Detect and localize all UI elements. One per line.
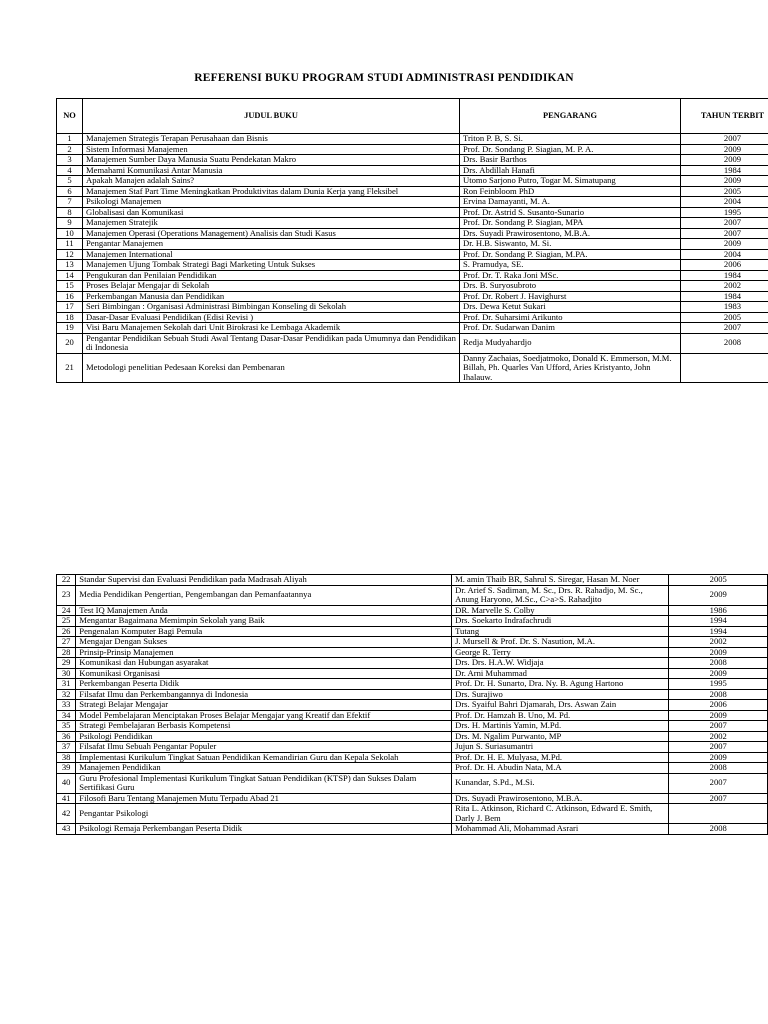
book-title: Media Pendidikan Pengertian, Pengembangan dan Pemanfaatannya (76, 585, 452, 605)
row-number: 6 (57, 186, 83, 197)
publish-year: 2005 (681, 312, 768, 323)
row-number: 28 (57, 647, 76, 658)
table-row (57, 260, 768, 271)
book-author: Drs. Basir Barthos (460, 155, 681, 166)
table-row (57, 637, 768, 648)
row-number: 32 (57, 689, 76, 700)
row-number: 25 (57, 616, 76, 627)
book-author: Drs. Suyadi Prawirosentono, M.B.A. (460, 228, 681, 239)
book-title: Pengenalan Komputer Bagi Pemula (76, 626, 452, 637)
publish-year: 2002 (669, 731, 768, 742)
book-title: Strategi Pembelajaran Berbasis Kompetensi (76, 721, 452, 732)
table-1-body (57, 134, 768, 383)
publish-year: 1995 (669, 679, 768, 690)
book-title: Mengajar Dengan Sukses (76, 637, 452, 648)
row-number: 35 (57, 721, 76, 732)
book-author: Redja Mudyahardjo (460, 333, 681, 353)
publish-year (681, 353, 768, 383)
publish-year: 2009 (681, 176, 768, 187)
book-author: Drs. M. Ngalim Purwanto, MP (452, 731, 669, 742)
book-title: Dasar-Dasar Evaluasi Pendidikan (Edisi Revisi ) (83, 312, 460, 323)
publish-year: 2008 (669, 763, 768, 774)
book-author: Prof. Dr. H. Sunarto, Dra. Ny. B. Agung Hartono (452, 679, 669, 690)
book-title: Test IQ Manajemen Anda (76, 605, 452, 616)
publish-year: 1984 (681, 165, 768, 176)
row-number: 3 (57, 155, 83, 166)
book-title: Globalisasi dan Komunikasi (83, 207, 460, 218)
book-title: Pengukuran dan Penilaian Pendidikan (83, 270, 460, 281)
book-author: Triton P. B, S. Si. (460, 134, 681, 145)
row-number: 42 (57, 804, 76, 824)
table-row (57, 742, 768, 753)
table-row (57, 144, 768, 155)
table-row (57, 605, 768, 616)
book-author: Prof. Dr. H. E. Mulyasa, M.Pd. (452, 752, 669, 763)
publish-year (669, 804, 768, 824)
row-number: 43 (57, 824, 76, 835)
book-title: Filsafat Ilmu Sebuah Pengantar Populer (76, 742, 452, 753)
book-author: Drs. Suyadi Prawirosentono, M.B.A. (452, 793, 669, 804)
book-title: Manajemen Stratejik (83, 218, 460, 229)
row-number: 14 (57, 270, 83, 281)
row-number: 17 (57, 302, 83, 313)
publish-year: 2008 (669, 658, 768, 669)
book-author: Prof. Dr. Sondang P. Siagian, M.PA. (460, 249, 681, 260)
table-row (57, 353, 768, 383)
publish-year: 2007 (669, 721, 768, 732)
table-row (57, 207, 768, 218)
publish-year: 2007 (669, 773, 768, 793)
publish-year: 2009 (681, 144, 768, 155)
table-row (57, 155, 768, 166)
publish-year: 2008 (681, 333, 768, 353)
publish-year: 2009 (681, 239, 768, 250)
book-author: Drs. Drs. H.A.W. Widjaja (452, 658, 669, 669)
book-author: Rita L. Atkinson, Richard C. Atkinson, Edward E. Smith, Darly J. Bem (452, 804, 669, 824)
book-title: Psikologi Pendidikan (76, 731, 452, 742)
publish-year: 2005 (669, 575, 768, 586)
publish-year: 1994 (669, 616, 768, 627)
table-2-body (57, 575, 768, 835)
book-title: Model Pembelajaran Menciptakan Proses Belajar Mengajar yang Kreatif dan Efektif (76, 710, 452, 721)
row-number: 27 (57, 637, 76, 648)
book-author: Drs. Surajiwo (452, 689, 669, 700)
table-row (57, 333, 768, 353)
book-author: Danny Zachaias, Soedjatmoko, Donald K. Emmerson, M.M. Billah, Ph. Quarles Van Ufford, Aries Kristyanto, John Ihalauw. (460, 353, 681, 383)
header-no: NO (57, 99, 83, 134)
publish-year: 2007 (681, 218, 768, 229)
table-row (57, 228, 768, 239)
book-title: Standar Supervisi dan Evaluasi Pendidikan pada Madrasah Aliyah (76, 575, 452, 586)
row-number: 20 (57, 333, 83, 353)
publish-year: 2002 (669, 637, 768, 648)
book-author: Prof. Dr. Sondang P. Siagian, MPA (460, 218, 681, 229)
book-title: Komunikasi dan Hubungan asyarakat (76, 658, 452, 669)
row-number: 11 (57, 239, 83, 250)
table-row (57, 710, 768, 721)
table-header-row (57, 99, 768, 134)
book-author: Prof. Dr. Robert J. Havighurst (460, 291, 681, 302)
book-author: Dr. H.B. Siswanto, M. Si. (460, 239, 681, 250)
book-title: Filsafat Ilmu dan Perkembangannya di Indonesia (76, 689, 452, 700)
book-author: Drs. H. Martinis Yamin, M.Pd. (452, 721, 669, 732)
row-number: 21 (57, 353, 83, 383)
table-row (57, 281, 768, 292)
table-row (57, 658, 768, 669)
publish-year: 2007 (681, 228, 768, 239)
row-number: 8 (57, 207, 83, 218)
header-title: JUDUL BUKU (83, 99, 460, 134)
table-row (57, 323, 768, 334)
publish-year: 2005 (681, 186, 768, 197)
book-author: George R. Terry (452, 647, 669, 658)
row-number: 2 (57, 144, 83, 155)
row-number: 9 (57, 218, 83, 229)
table-row (57, 626, 768, 637)
row-number: 19 (57, 323, 83, 334)
table-row (57, 302, 768, 313)
book-author: Mohammad Ali, Mohammad Asrari (452, 824, 669, 835)
row-number: 16 (57, 291, 83, 302)
book-title: Pengantar Pendidikan Sebuah Studi Awal Tentang Dasar-Dasar Pendidikan pada Umumnya dan Pendidikan di Indonesia (83, 333, 460, 353)
publish-year: 1986 (669, 605, 768, 616)
publish-year: 2004 (681, 197, 768, 208)
row-number: 24 (57, 605, 76, 616)
table-row (57, 270, 768, 281)
publish-year: 2006 (681, 260, 768, 271)
book-author: Drs. Abdillah Hanafi (460, 165, 681, 176)
publish-year: 2009 (669, 647, 768, 658)
publish-year: 1984 (681, 270, 768, 281)
table-row (57, 647, 768, 658)
row-number: 7 (57, 197, 83, 208)
publish-year: 1984 (681, 291, 768, 302)
book-title: Manajemen Ujung Tombak Strategi Bagi Marketing Untuk Sukses (83, 260, 460, 271)
publish-year: 2002 (681, 281, 768, 292)
book-title: Manajemen Operasi (Operations Management) Analisis dan Studi Kasus (83, 228, 460, 239)
book-author: Dr. Arief S. Sadiman, M. Sc., Drs. R. Rahadjo, M. Sc., Anung Haryono, M.Sc., C>a>S. Rahadjito (452, 585, 669, 605)
publish-year: 2007 (681, 323, 768, 334)
table-row (57, 668, 768, 679)
book-author: Prof. Dr. Sudarwan Danim (460, 323, 681, 334)
table-row (57, 134, 768, 145)
book-author: Prof. Dr. Astrid S. Susanto-Sunario (460, 207, 681, 218)
book-title: Strategi Belajar Mengajar (76, 700, 452, 711)
row-number: 34 (57, 710, 76, 721)
book-title: Mengantar Bagaimana Memimpin Sekolah yang Baik (76, 616, 452, 627)
book-author: Prof. Dr. Hamzah B. Uno, M. Pd. (452, 710, 669, 721)
publish-year: 2009 (669, 752, 768, 763)
row-number: 12 (57, 249, 83, 260)
book-author: Drs. Dewa Ketut Sukari (460, 302, 681, 313)
table-row (57, 616, 768, 627)
publish-year: 2004 (681, 249, 768, 260)
table-row (57, 575, 768, 586)
book-author: Drs. B. Suryosubroto (460, 281, 681, 292)
reference-table-2 (56, 574, 768, 835)
book-title: Pengantar Manajemen (83, 239, 460, 250)
row-number: 13 (57, 260, 83, 271)
row-number: 39 (57, 763, 76, 774)
row-number: 31 (57, 679, 76, 690)
book-author: Ron Feinbloom PhD (460, 186, 681, 197)
row-number: 26 (57, 626, 76, 637)
publish-year: 1994 (669, 626, 768, 637)
book-author: Jujun S. Suriasumantri (452, 742, 669, 753)
book-title: Perkembangan Manusia dan Pendidikan (83, 291, 460, 302)
header-year: TAHUN TERBIT (681, 99, 768, 134)
book-title: Manajemen Staf Part Time Meningkatkan Produktivitas dalam Dunia Kerja yang Fleksibel (83, 186, 460, 197)
book-title: Filosofi Baru Tentang Manajemen Mutu Terpadu Abad 21 (76, 793, 452, 804)
table-row (57, 249, 768, 260)
book-title: Pengantar Psikologi (76, 804, 452, 824)
book-title: Prinsip-Prinsip Manajemen (76, 647, 452, 658)
header-author: PENGARANG (460, 99, 681, 134)
book-author: Prof. Dr. H. Abudin Nata, M.A (452, 763, 669, 774)
book-author: Prof. Dr. Suharsimi Arikunto (460, 312, 681, 323)
table-row (57, 186, 768, 197)
row-number: 33 (57, 700, 76, 711)
publish-year: 1983 (681, 302, 768, 313)
table-row (57, 763, 768, 774)
reference-table-1 (56, 98, 768, 383)
table-row (57, 291, 768, 302)
book-title: Manajemen Sumber Daya Manusia Suatu Pendekatan Makro (83, 155, 460, 166)
publish-year: 2009 (669, 710, 768, 721)
book-title: Apakah Manajen adalah Sains? (83, 176, 460, 187)
table-row (57, 793, 768, 804)
publish-year: 2007 (669, 793, 768, 804)
book-title: Implementasi Kurikulum Tingkat Satuan Pendidikan Kemandirian Guru dan Kepala Sekolah (76, 752, 452, 763)
book-author: Prof. Dr. Sondang P. Siagian, M. P. A. (460, 144, 681, 155)
book-title: Psikologi Manajemen (83, 197, 460, 208)
row-number: 30 (57, 668, 76, 679)
table-row (57, 679, 768, 690)
row-number: 37 (57, 742, 76, 753)
table-row (57, 165, 768, 176)
book-author: Prof. Dr. T. Raka Joni MSc. (460, 270, 681, 281)
table-row (57, 752, 768, 763)
book-author: Utomo Sarjono Putro, Togar M. Simatupang (460, 176, 681, 187)
book-title: Psikologi Remaja Perkembangan Peserta Didik (76, 824, 452, 835)
book-title: Seri Bimbingan : Organisasi Administrasi Bimbingan Konseling di Sekolah (83, 302, 460, 313)
row-number: 1 (57, 134, 83, 145)
publish-year: 2008 (669, 824, 768, 835)
table-row (57, 773, 768, 793)
book-title: Visi Baru Manajemen Sekolah dari Unit Birokrasi ke Lembaga Akademik (83, 323, 460, 334)
row-number: 18 (57, 312, 83, 323)
table-row (57, 700, 768, 711)
table-row (57, 804, 768, 824)
row-number: 23 (57, 585, 76, 605)
table-row (57, 176, 768, 187)
book-author: J. Mursell & Prof. Dr. S. Nasution, M.A. (452, 637, 669, 648)
publish-year: 2009 (669, 668, 768, 679)
row-number: 4 (57, 165, 83, 176)
publish-year: 2009 (669, 585, 768, 605)
table-row (57, 312, 768, 323)
publish-year: 2009 (681, 155, 768, 166)
page-title: REFERENSI BUKU PROGRAM STUDI ADMINISTRASI PENDIDIKAN (194, 72, 574, 84)
row-number: 40 (57, 773, 76, 793)
table-row (57, 689, 768, 700)
table-row (57, 721, 768, 732)
publish-year: 2007 (669, 742, 768, 753)
publish-year: 2006 (669, 700, 768, 711)
book-title: Memahami Komunikasi Antar Manusia (83, 165, 460, 176)
row-number: 36 (57, 731, 76, 742)
book-title: Perkembangan Peserta Didik (76, 679, 452, 690)
book-title: Metodologi penelitian Pedesaan Koreksi dan Pembenaran (83, 353, 460, 383)
row-number: 29 (57, 658, 76, 669)
table-row (57, 731, 768, 742)
book-author: Drs. Soekarto Indrafachrudi (452, 616, 669, 627)
book-title: Proses Belajar Mengajar di Sekolah (83, 281, 460, 292)
row-number: 5 (57, 176, 83, 187)
row-number: 10 (57, 228, 83, 239)
book-author: Tutang (452, 626, 669, 637)
table-row (57, 585, 768, 605)
book-author: Ervina Damayanti, M. A. (460, 197, 681, 208)
row-number: 38 (57, 752, 76, 763)
book-title: Manajemen International (83, 249, 460, 260)
book-title: Manajemen Pendidikan (76, 763, 452, 774)
book-author: Dr. Arni Muhammad (452, 668, 669, 679)
row-number: 41 (57, 793, 76, 804)
table-row (57, 824, 768, 835)
book-author: M. amin Thaib BR, Sahrul S. Siregar, Hasan M. Noer (452, 575, 669, 586)
table-row (57, 218, 768, 229)
book-author: Drs. Syaiful Bahri Djamarah, Drs. Aswan Zain (452, 700, 669, 711)
publish-year: 2007 (681, 134, 768, 145)
row-number: 22 (57, 575, 76, 586)
table-row (57, 197, 768, 208)
book-title: Komunikasi Organisasi (76, 668, 452, 679)
book-author: DR. Marvelle S. Colby (452, 605, 669, 616)
book-title: Sistem Informasi Manajemen (83, 144, 460, 155)
book-author: S. Pramudya, SE. (460, 260, 681, 271)
publish-year: 2008 (669, 689, 768, 700)
book-author: Kunandar, S.Pd., M.Si. (452, 773, 669, 793)
row-number: 15 (57, 281, 83, 292)
book-title: Manajemen Strategis Terapan Perusahaan dan Bisnis (83, 134, 460, 145)
book-title: Guru Profesional Implementasi Kurikulum Tingkat Satuan Pendidikan (KTSP) dan Sukses Dalam Sertifikasi Guru (76, 773, 452, 793)
publish-year: 1995 (681, 207, 768, 218)
table-row (57, 239, 768, 250)
